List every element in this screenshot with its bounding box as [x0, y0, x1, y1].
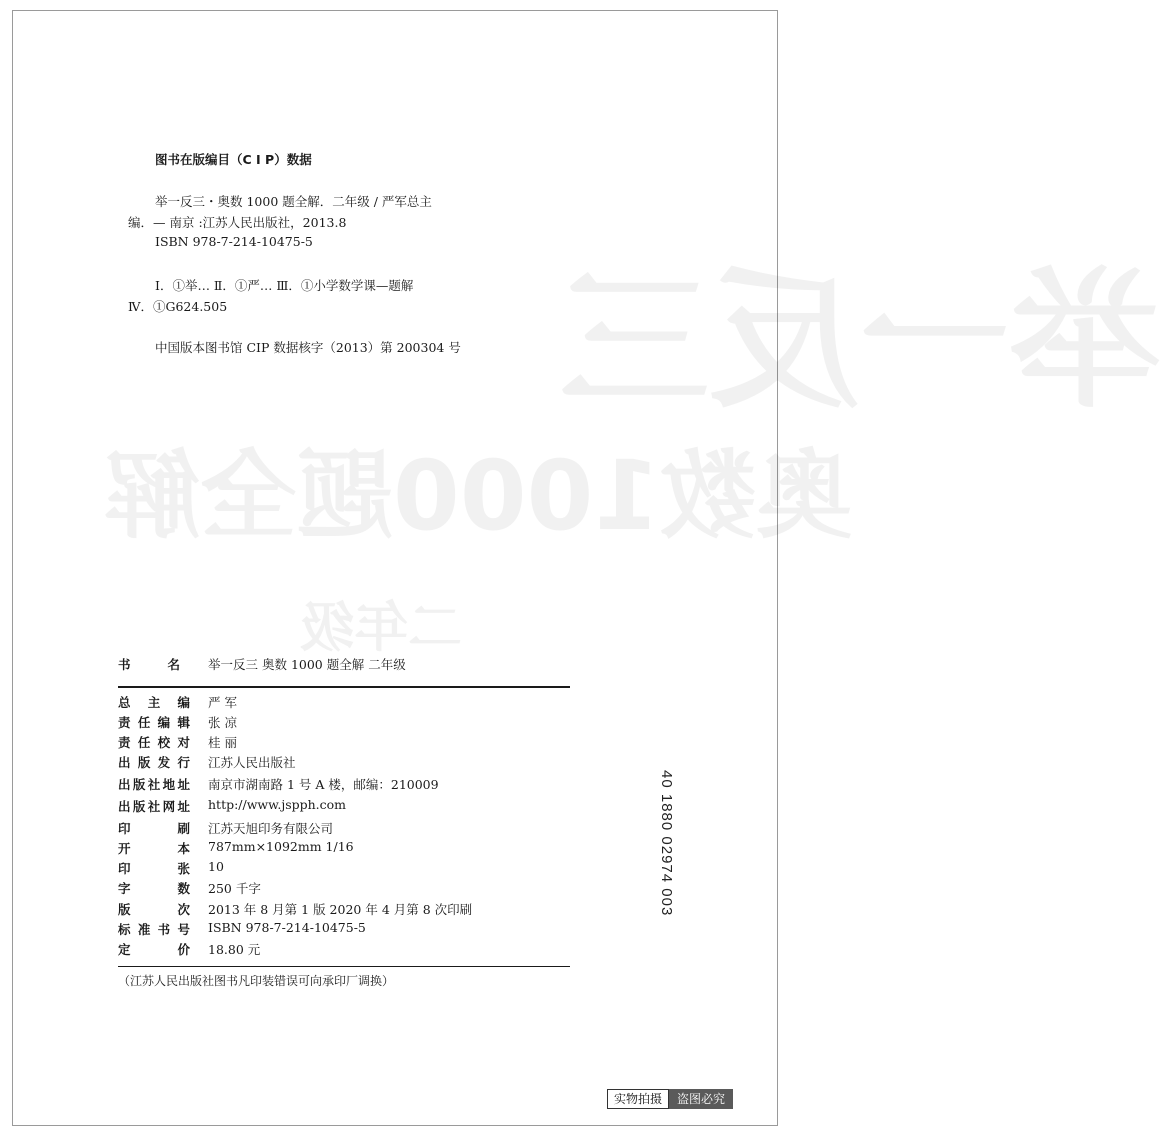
book-name-value: 举一反三 奥数 1000 题全解 二年级: [208, 657, 406, 672]
info-value: 江苏人民出版社: [208, 755, 296, 770]
bottom-rule: [118, 966, 570, 967]
info-label: 字 数: [118, 881, 190, 896]
cip-classification-1: Ⅰ．①举… Ⅱ．①严… Ⅲ．①小学数学课—题解: [155, 278, 414, 293]
show-through-series: 举一反三: [560, 255, 1160, 429]
info-value: 2013 年 8 月第 1 版 2020 年 4 月第 8 次印刷: [208, 902, 473, 917]
misprint-notice: （江苏人民出版社图书凡印装错误可向承印厂调换）: [118, 974, 395, 988]
info-value: http://www.jspph.com: [208, 797, 347, 812]
info-label: 总 主 编: [118, 695, 190, 710]
top-rule: [118, 686, 570, 688]
show-through-grade: 二年级: [300, 596, 462, 659]
info-value: ISBN 978-7-214-10475-5: [208, 920, 366, 935]
info-value: 250 千字: [208, 881, 261, 896]
info-value: 桂 丽: [208, 735, 237, 750]
info-label: 出 版 发 行: [118, 755, 190, 770]
info-value: 787mm×1092mm 1/16: [208, 839, 354, 854]
book-name-row: [118, 655, 570, 673]
cip-classification-2: Ⅳ．①G624.505: [128, 299, 228, 314]
info-value: 张 凉: [208, 715, 237, 730]
page-frame: [12, 10, 778, 1126]
cip-heading: 图书在版编目（C I P）数据: [155, 152, 312, 167]
info-value: 18.80 元: [208, 942, 261, 957]
info-value: 南京市湖南路 1 号 A 楼，邮编：210009: [208, 777, 439, 792]
info-label: 印 刷: [118, 821, 190, 836]
info-label: 开 本: [118, 841, 190, 856]
info-label: 出 版 社 网 址: [118, 799, 190, 814]
show-through-title: 奥数1000题全解: [105, 440, 853, 552]
watermark-stamp: [607, 1089, 733, 1109]
cip-line-2: 编．— 南京 :江苏人民出版社，2013.8: [128, 215, 347, 230]
cip-core-number: 中国版本图书馆 CIP 数据核字（2013）第 200304 号: [155, 340, 461, 355]
info-label: 出 版 社 地 址: [118, 777, 190, 792]
cip-isbn: ISBN 978-7-214-10475-5: [155, 234, 313, 249]
info-label: 标 准 书 号: [118, 922, 190, 937]
info-value: 严 军: [208, 695, 237, 710]
info-label: 责 任 编 辑: [118, 715, 190, 730]
stamp-right: 盗图必究: [669, 1089, 733, 1109]
book-name-label: 书 名: [118, 657, 180, 672]
info-label: 定 价: [118, 942, 190, 957]
info-value: 10: [208, 859, 224, 874]
info-label: 印 张: [118, 861, 190, 876]
info-label: 责 任 校 对: [118, 735, 190, 750]
info-label: 版 次: [118, 902, 190, 917]
info-value: 江苏天旭印务有限公司: [208, 821, 334, 836]
cip-line-1: 举一反三・奥数 1000 题全解．二年级 / 严军总主: [155, 194, 432, 209]
barcode-number: 40 1880 02974 003: [658, 770, 675, 917]
stamp-left: 实物拍摄: [607, 1089, 669, 1109]
